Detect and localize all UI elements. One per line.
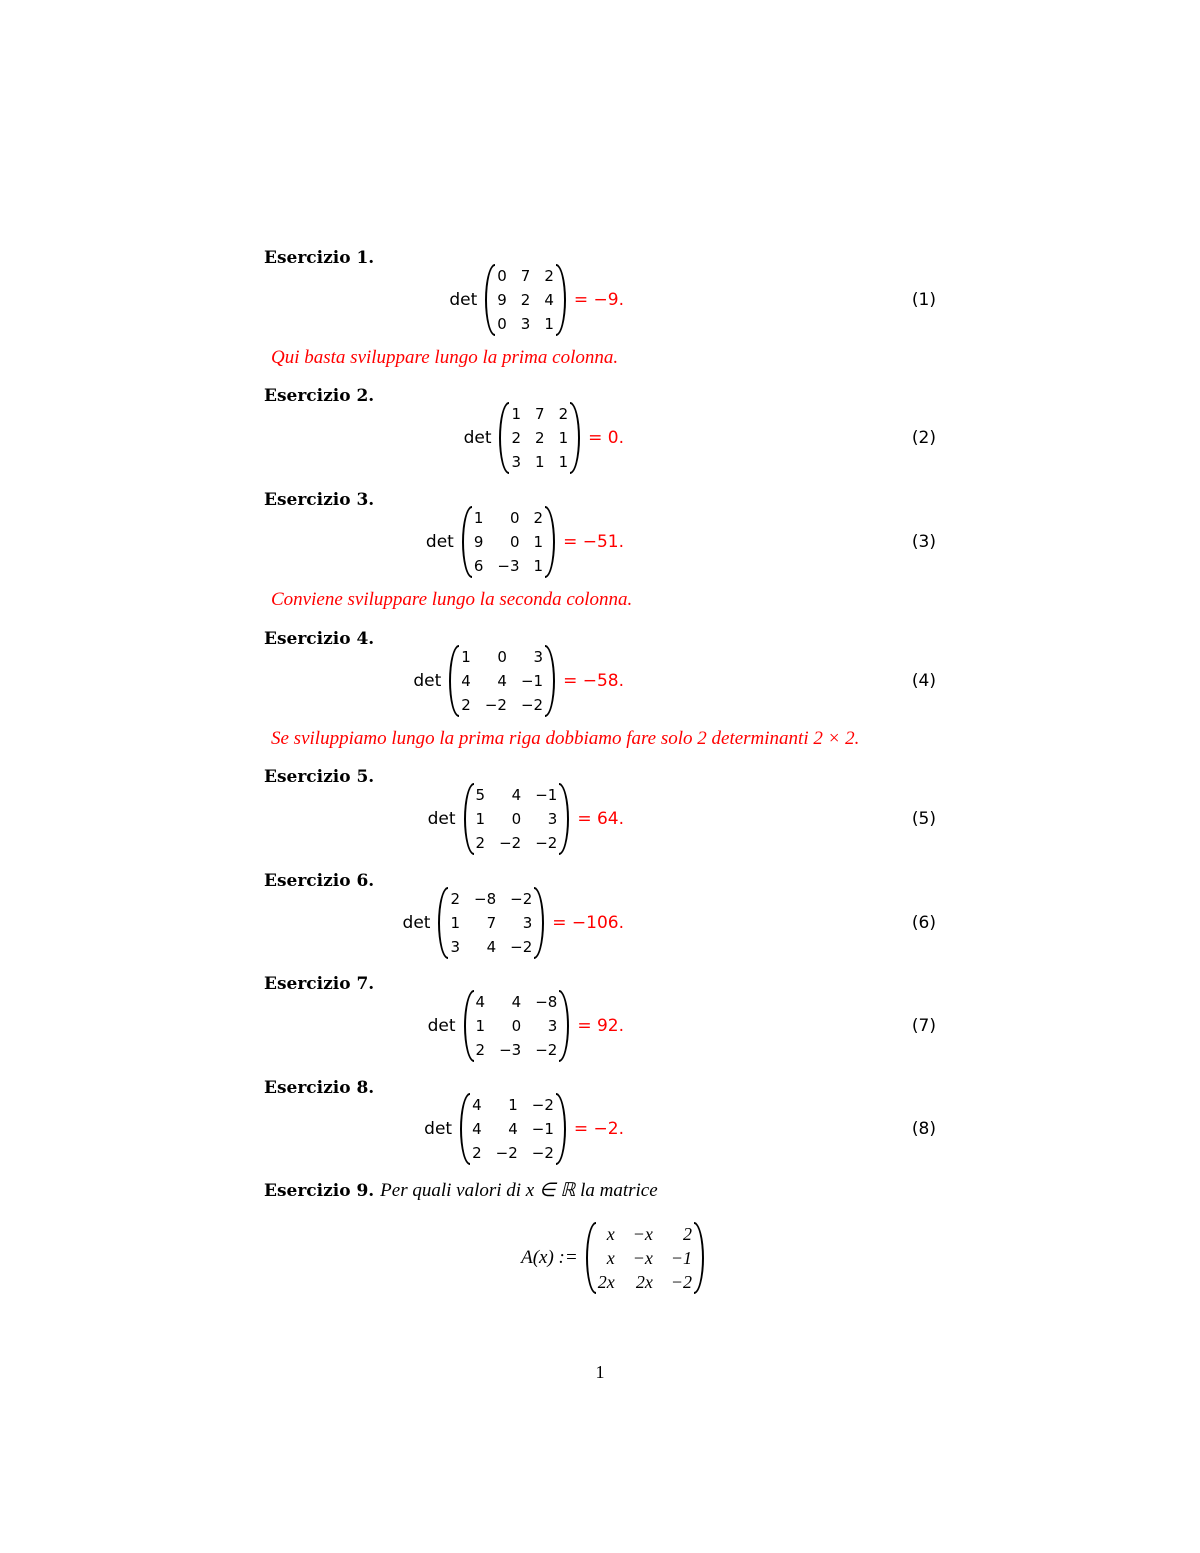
determinant-result: = 92. [577,1016,624,1036]
matrix-grid [474,783,560,855]
right-paren [559,990,569,1062]
matrix-cell: 2 [475,834,486,852]
matrix-grid [459,645,545,717]
matrix-grid [509,402,570,474]
matrix-cell: 0 [511,810,522,828]
matrix-cell: −2 [499,834,522,852]
det-operator: det [413,671,442,691]
matrix-cell: −2 [510,938,533,956]
matrix-cell: 2 [450,890,460,908]
left-paren [462,506,472,578]
right-paren [694,1222,704,1294]
matrix [586,1222,704,1294]
matrix-cell: 6 [473,557,484,575]
matrix-cell: 2 [544,267,554,285]
right-paren [545,506,555,578]
matrix-cell: 1 [475,1017,486,1035]
left-paren [464,990,474,1062]
matrix [460,1093,566,1165]
right-paren [534,887,544,959]
matrix-cell: −2 [535,1041,558,1059]
matrix-grid [495,264,556,336]
matrix-cell: 3 [520,315,531,333]
exercise-8-heading: Esercizio 8. [264,1078,375,1098]
matrix-cell: −2 [495,1144,518,1162]
determinant-result: = 64. [577,809,624,829]
matrix-cell: 1 [511,405,522,423]
left-paren [460,1093,470,1165]
matrix-cell: 4 [486,938,497,956]
matrix-grid [470,1093,556,1165]
matrix-cell: −1 [520,672,544,690]
matrix-cell: 1 [535,453,545,471]
matrix-grid [474,990,560,1062]
matrix-cell: 2 [535,429,545,447]
matrix-cell: −2 [510,890,533,908]
matrix [464,783,570,855]
matrix-cell: −2 [520,696,544,714]
right-paren [559,783,569,855]
matrix-cell: 0 [511,1017,522,1035]
exercise-4-heading: Esercizio 4. [264,629,375,649]
matrix-cell: −1 [531,1120,554,1138]
matrix-cell: 4 [497,672,507,690]
determinant-result: = −2. [573,1119,624,1139]
matrix-cell: 1 [450,914,460,932]
right-paren [570,402,580,474]
matrix-cell: 0 [509,509,520,527]
matrix-cell: 2 [511,429,522,447]
matrix-cell: 4 [508,1120,518,1138]
matrix-grid [596,1222,694,1294]
matrix-cell: 1 [558,453,569,471]
matrix-cell: 9 [473,533,484,551]
matrix-cell: 2 [461,696,471,714]
exercise-1-equation [449,264,624,336]
left-paren [438,887,448,959]
left-paren [499,402,509,474]
matrix-cell: 3 [511,453,522,471]
matrix-cell: 2 [520,291,531,309]
det-operator: det [424,1119,453,1139]
determinant-result: = −58. [563,671,624,691]
matrix-cell: x [606,1247,615,1268]
matrix-cell: −x [632,1223,653,1244]
exercise-2-heading: Esercizio 2. [264,386,375,406]
matrix-cell: 3 [533,648,544,666]
matrix-cell: 9 [497,291,507,309]
equation-number: (1) [911,290,936,310]
exercise-4-equation [413,645,624,717]
matrix-cell: 0 [497,267,507,285]
exercise-1-note: Qui basta sviluppare lungo la prima colonna. [271,347,619,368]
matrix-cell: 0 [497,315,507,333]
equation-number: (8) [911,1119,936,1139]
matrix-cell: −1 [535,786,558,804]
matrix-cell: −2 [531,1096,554,1114]
matrix-cell: 2 [475,1041,486,1059]
matrix [485,264,566,336]
matrix-cell: 7 [520,267,531,285]
matrix-cell: 1 [558,429,569,447]
matrix-cell: 7 [486,914,497,932]
matrix-cell: 0 [509,533,520,551]
exercise-3-heading: Esercizio 3. [264,490,375,510]
right-paren [556,264,566,336]
determinant-result: = −9. [573,290,624,310]
matrix-cell: 1 [461,648,471,666]
matrix-cell: 1 [508,1096,518,1114]
equation-number: (6) [911,913,936,933]
det-operator: det [427,809,456,829]
matrix-cell: −1 [670,1247,692,1268]
exercise-6-equation [403,887,624,959]
exercise-3-equation [426,506,624,578]
matrix-cell: 2x [597,1271,615,1292]
exercise-5-equation [428,783,624,855]
exercise-7-heading: Esercizio 7. [264,974,375,994]
matrix-cell: −3 [497,557,520,575]
right-paren [545,645,555,717]
matrix-cell: 3 [450,938,460,956]
exercise-5-heading: Esercizio 5. [264,767,375,787]
exercise-8-equation [424,1093,624,1165]
matrix-cell: 3 [522,914,533,932]
matrix-cell: −8 [535,993,558,1011]
equation-number: (2) [911,428,936,448]
matrix [449,645,555,717]
exercise-1-heading: Esercizio 1. [264,248,375,268]
determinant-result: = −106. [552,913,624,933]
determinant-result: = 0. [588,428,624,448]
equation-number: (3) [911,532,936,552]
matrix-cell: 1 [533,533,544,551]
matrix-cell: 1 [475,810,486,828]
matrix-cell: −2 [531,1144,554,1162]
matrix-cell: 1 [533,557,544,575]
exercise-9-heading [264,1181,658,1201]
exercise-3-note: Conviene sviluppare lungo la seconda colonna. [271,589,633,610]
matrix [462,506,555,578]
det-operator: det [449,290,478,310]
matrix-cell: 2 [472,1144,482,1162]
exercise-9-matrix-definition [521,1222,704,1294]
matrix-cell: 4 [472,1096,482,1114]
matrix-cell: 3 [547,810,558,828]
matrix-cell: 2x [635,1271,653,1292]
matrix-cell: 1 [544,315,554,333]
exercise-9-title: Esercizio 9. [264,1181,375,1201]
matrix [438,887,544,959]
left-paren [485,264,495,336]
matrix-grid [448,887,534,959]
matrix-cell: 4 [472,1120,482,1138]
matrix-cell: 3 [547,1017,558,1035]
matrix [464,990,570,1062]
matrix-cell: 2 [683,1223,692,1244]
matrix-cell: −2 [484,696,507,714]
matrix-cell: 1 [473,509,484,527]
matrix-cell: 5 [475,786,486,804]
matrix-cell: 4 [511,993,522,1011]
equation-number: (7) [911,1016,936,1036]
matrix-cell: x [606,1223,615,1244]
det-operator: det [463,428,492,448]
equation-number: (4) [911,671,936,691]
left-paren [449,645,459,717]
exercise-4-note: Se sviluppiamo lungo la prima riga dobbiamo fare solo 2 determinanti 2 × 2. [271,728,860,749]
matrix-cell: −2 [535,834,558,852]
determinant-result: = −51. [563,532,624,552]
matrix-cell: −x [632,1247,653,1268]
matrix-definition-lhs: A(x) := [521,1247,578,1268]
matrix [499,402,580,474]
matrix-cell: −2 [670,1271,692,1292]
matrix-cell: −3 [499,1041,522,1059]
matrix-cell: 0 [497,648,507,666]
matrix-cell: 7 [535,405,545,423]
exercise-6-heading: Esercizio 6. [264,871,375,891]
matrix-cell: 4 [511,786,522,804]
matrix-cell: 2 [558,405,569,423]
left-paren [586,1222,596,1294]
matrix-cell: 4 [461,672,471,690]
matrix-cell: 2 [533,509,544,527]
page-number: 1 [595,1362,605,1382]
exercise-2-equation [464,402,624,474]
equation-number: (5) [911,809,936,829]
det-operator: det [427,1016,456,1036]
matrix-cell: 4 [475,993,486,1011]
matrix-grid [472,506,545,578]
right-paren [556,1093,566,1165]
left-paren [464,783,474,855]
matrix-cell: −8 [474,890,497,908]
matrix-cell: 4 [544,291,554,309]
exercise-9-question: Per quali valori di x ∈ ℝ la matrice [380,1180,658,1201]
exercise-7-equation [428,990,624,1062]
det-operator: det [402,913,431,933]
det-operator: det [425,532,454,552]
